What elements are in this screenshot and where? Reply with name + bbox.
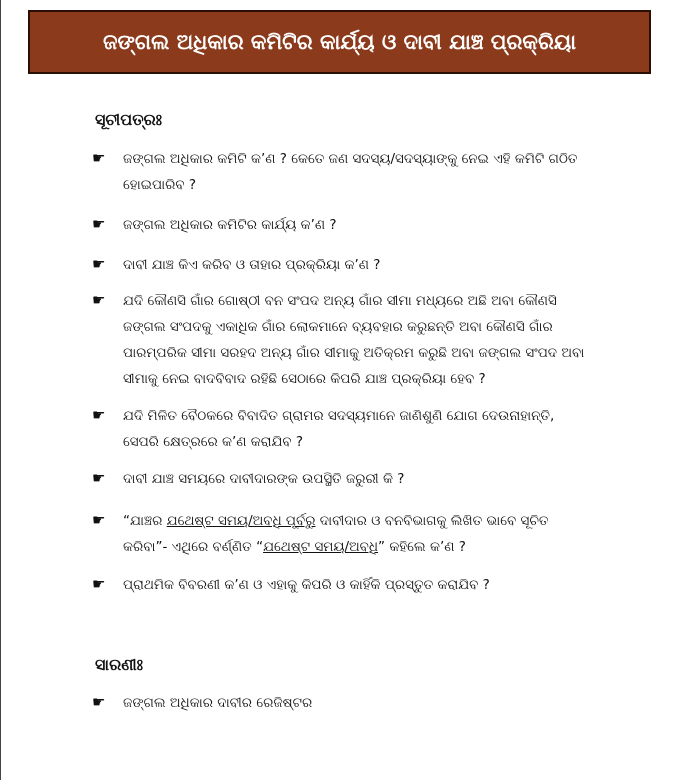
pointing-hand-icon: ☛ xyxy=(92,291,106,309)
toc-item xyxy=(92,572,592,598)
toc-item-text: ଯଦି କୌଣସି ଗାଁର ଗୋଷ୍ଠୀ ବନ ସଂପଦ ଅନ୍ୟ ଗାଁର ସୀମା ମଧ୍ୟରେ ଅଛି ଅବା କୌଣସି ଜଙ୍ଗଲ ସଂପଦକୁ ଏକାଧିକ ଗାଁର ଲୋକମାନେ ବ୍ୟବହାର କରୁଛନ୍ତି ଅବା କୌଣସି ଗାଁର ପାରମ୍ପରିକ ସୀମା ସରହଦ ଅନ୍ୟ ଗାଁର ସୀମାକୁ ଅତିକ୍ରମ କରୁଛି ଅବା ଜଙ୍ଗଲ ସଂପଦ ଅବା ସୀମାକୁ ନେଇ ବାଦବିବାଦ ରହିଛି ସେଠାରେ କିପରି ଯାଞ୍ଚ ପ୍ରକ୍ରିୟା ହେବ ? xyxy=(123,293,585,387)
page-border xyxy=(0,0,1,780)
toc-item xyxy=(92,212,592,238)
pointing-hand-icon: ☛ xyxy=(92,693,106,711)
toc-item-text: ଯଦି ମିଳିତ ବୈଠକରେ ବିବାଦିତ ଗ୍ରାମର ସଦସ୍ୟମାନେ ଜାଣିଶୁଣି ଯୋଗ ଦେଉନାହାନ୍ତି, ସେପରି କ୍ଷେତ୍ରରେ କ’ଣ କରାଯିବ ? xyxy=(123,408,555,450)
toc-item-text: “ଯାଞ୍ଚର ଯଥେଷ୍ଟ ସମୟ/ଅବଧି ପୂର୍ବରୁ ଦାବୀଦାର ଓ ବନବିଭାଗକୁ ଲିଖିତ ଭାବେ ସୂଚିତ କରିବା”- ଏଥିରେ ବର୍ଣ୍ଣିତ “ଯଥେଷ୍ଟ ସମୟ/ଅବଧି” କହିଲେ କ’ଣ ? xyxy=(123,513,549,555)
table-list-item xyxy=(92,690,592,716)
underlined-phrase: ଯଥେଷ୍ଟ ସମୟ/ଅବଧି ପୂର୍ବରୁ xyxy=(166,513,316,529)
title-banner xyxy=(28,10,651,74)
page-title: ଜଙ୍ଗଲ ଅଧିକାର କମିଟିର କାର୍ଯ୍ୟ ଓ ଦାବୀ ଯାଞ୍ଚ ପ୍ରକ୍ରିୟା xyxy=(103,29,576,54)
toc-item xyxy=(92,146,592,198)
pointing-hand-icon: ☛ xyxy=(92,406,106,424)
pointing-hand-icon: ☛ xyxy=(92,575,106,593)
tables-heading: ସାରଣୀଃ xyxy=(95,655,144,674)
pointing-hand-icon: ☛ xyxy=(92,469,106,487)
toc-item xyxy=(92,252,592,278)
pointing-hand-icon: ☛ xyxy=(92,215,106,233)
pointing-hand-icon: ☛ xyxy=(92,255,106,273)
toc-item xyxy=(92,403,592,455)
toc-item-text: ଜଙ୍ଗଲ ଅଧିକାର କମିଟିର କାର୍ଯ୍ୟ କ’ଣ ? xyxy=(123,217,337,233)
toc-item xyxy=(92,288,592,392)
underlined-phrase: ଯଥେଷ୍ଟ ସମୟ/ଅବଧି xyxy=(263,539,379,555)
toc-item xyxy=(92,508,592,560)
toc-item-text: ଦାବୀ ଯାଞ୍ଚ କିଏ କରିବ ଓ ତାହାର ପ୍ରକ୍ରିୟା କ’ଣ ? xyxy=(123,257,381,273)
toc-item-text: ଦାବୀ ଯାଞ୍ଚ ସମୟରେ ଦାବୀଦାରଙ୍କ ଉପସ୍ଥିତି ଜରୁରୀ କି ? xyxy=(123,471,405,487)
toc-item-text: ଜଙ୍ଗଲ ଅଧିକାର କମିଟି କ’ଣ ? କେତେ ଜଣ ସଦସ୍ୟ/ସଦସ୍ୟାଙ୍କୁ ନେଇ ଏହି କମିଟି ଗଠିତ ହୋଇପାରିବ ? xyxy=(123,151,578,193)
toc-item xyxy=(92,466,592,492)
toc-item-text: ପ୍ରାଥମିକ ବିବରଣୀ କ’ଣ ଓ ଏହାକୁ କିପରି ଓ କାହିଁକି ପ୍ରସ୍ତୁତ କରାଯିବ ? xyxy=(123,577,490,593)
table-list-item-text: ଜଙ୍ଗଲ ଅଧିକାର ଦାବୀର ରେଜିଷ୍ଟର xyxy=(123,695,313,711)
pointing-hand-icon: ☛ xyxy=(92,511,106,529)
toc-heading: ସୂଚୀପତ୍ରଃ xyxy=(95,110,163,129)
pointing-hand-icon: ☛ xyxy=(92,149,106,167)
